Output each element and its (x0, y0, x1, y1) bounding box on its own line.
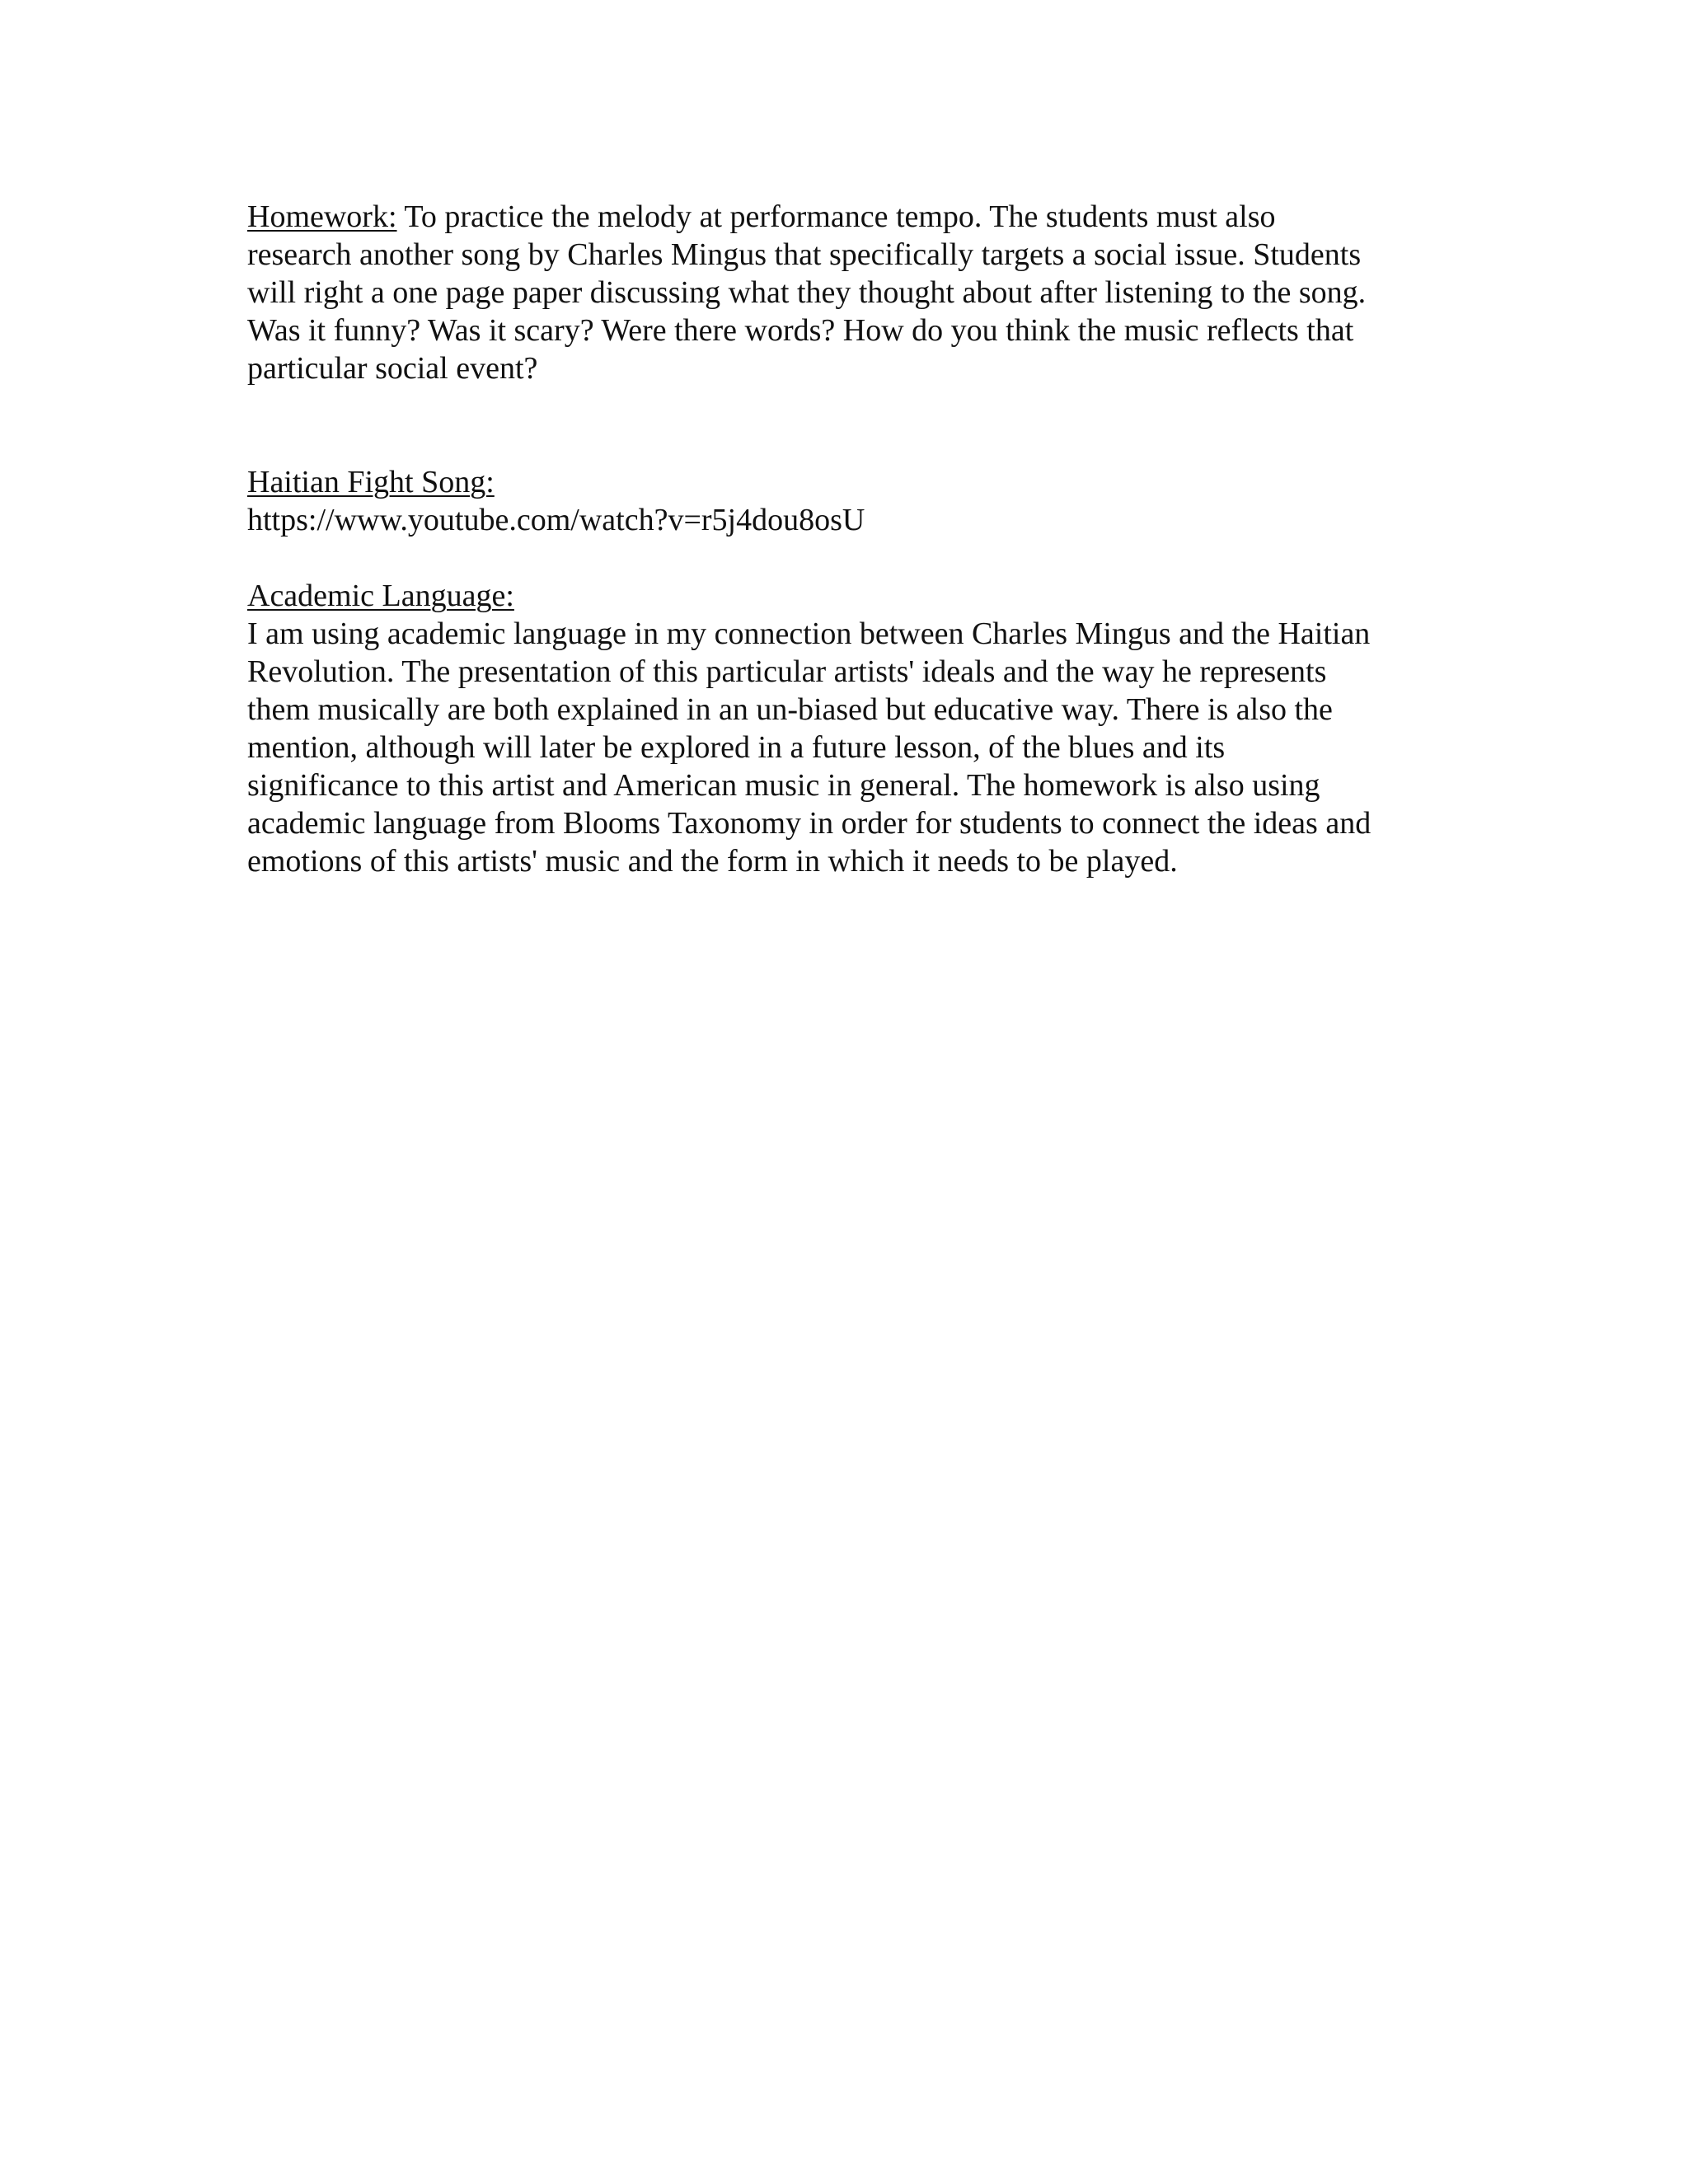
homework-first-line (247, 198, 1442, 236)
document-content (247, 198, 1442, 880)
academic-language-line: I am using academic language in my connection between Charles Mingus and the Haitian (247, 616, 1371, 651)
academic-language-section (247, 577, 1442, 880)
academic-language-line: emotions of this artists' music and the form in which it needs to be played. (247, 844, 1178, 879)
homework-first-line-text: To practice the melody at performance tempo. The students must also (396, 199, 1276, 234)
homework-line: Was it funny? Was it scary? Were there words? How do you think the music reflects that (247, 313, 1354, 348)
academic-language-line: academic language from Blooms Taxonomy in order for students to connect the ideas and (247, 806, 1372, 841)
homework-label: Homework: (247, 199, 397, 234)
homework-section (247, 198, 1442, 387)
academic-language-line: mention, although will later be explored in a future lesson, of the blues and its (247, 730, 1226, 765)
haitian-fight-song-label: Haitian Fight Song: (247, 465, 495, 499)
homework-line: particular social event? (247, 351, 538, 386)
haitian-fight-song-section (247, 463, 1442, 539)
academic-language-line: significance to this artist and American music in general. The homework is also using (247, 768, 1320, 803)
haitian-fight-song-url: https://www.youtube.com/watch?v=r5j4dou8osU (247, 503, 865, 537)
spacer (247, 387, 1442, 463)
homework-line: will right a one page paper discussing what they thought about after listening to the song. (247, 275, 1367, 310)
academic-language-line: them musically are both explained in an un-biased but educative way. There is also the (247, 692, 1333, 727)
academic-language-label: Academic Language: (247, 579, 514, 613)
homework-line: research another song by Charles Mingus that specifically targets a social issue. Students (247, 237, 1362, 272)
academic-language-line: Revolution. The presentation of this particular artists' ideals and the way he represents (247, 654, 1327, 689)
spacer (247, 539, 1442, 577)
